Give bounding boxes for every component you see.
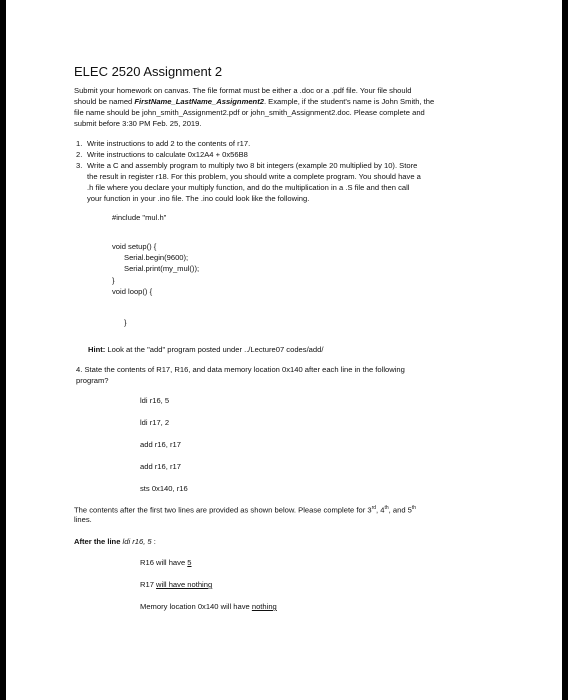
list-number-2: 2. [76,150,83,159]
memory-answer [140,601,277,612]
memory-label: Memory location 0x140 will have [140,602,252,611]
asm-line-4: add r16, r17 [140,462,181,471]
list-item-3-line-1: Write a C and assembly program to multiply two 8 bit integers (example 20 multiplied by 10). Store [87,161,418,170]
contents-text: , and 5 [388,505,412,515]
code-brace: } [112,276,115,285]
intro-line-4: submit before 3:30 PM Feb. 25, 2019. [74,119,202,128]
after-line-heading [74,536,156,547]
list-item-3-line-2: the result in register r18. For this problem, you should write a complete program. You should have a [87,172,421,181]
list-item-2: Write instructions to calculate 0x12A4 + 0x56B8 [87,150,248,159]
filename-format: FirstName_LastName_Assignment2 [134,97,264,106]
asm-line-2: ldi r17, 2 [140,418,170,427]
intro-line-2 [74,96,434,107]
document-title: ELEC 2520 Assignment 2 [74,64,223,79]
code-brace: } [124,318,127,327]
contents-note-line-2: lines. [74,515,92,524]
code-include: #include "mul.h" [112,213,167,222]
superscript: th [384,505,389,511]
question-4-line-1: 4. State the contents of R17, R16, and data memory location 0x140 after each line in the following [76,365,405,374]
after-line-instruction: ldi r16, 5 [122,537,152,546]
asm-line-5: sts 0x140, r16 [140,484,188,493]
list-number-1: 1. [76,139,83,148]
superscript: rd [371,505,377,511]
memory-value: nothing [251,602,277,611]
intro-text: should be named [74,97,135,106]
document-page [6,0,562,700]
list-number-3: 3. [76,161,83,170]
r16-label: R16 will have [140,558,188,567]
contents-text: , 4 [376,505,385,515]
hint-label: Hint: [88,345,106,354]
list-item-3-line-4: your function in your .ino file. The .ino could look like the following. [87,194,310,203]
contents-text: The contents after the first two lines are provided as shown below. Please complete for 3 [74,505,372,515]
intro-text: . Example, if the student's name is John Smith, the [263,97,435,106]
asm-line-3: add r16, r17 [140,440,181,449]
code-loop: void loop() { [112,287,153,296]
intro-line-1: Submit your homework on canvas. The file format must be either a .doc or a .pdf file. Your file should [74,86,412,95]
r17-answer [140,579,212,590]
hint [88,344,323,355]
after-line-label: After the line [74,537,123,546]
r16-answer [140,557,192,568]
code-setup: void setup() { [112,242,157,251]
list-item-1: Write instructions to add 2 to the contents of r17. [87,139,251,148]
asm-line-1: ldi r16, 5 [140,396,170,405]
r17-label: R17 [140,580,157,589]
contents-note-line-1 [74,503,416,516]
superscript: th [411,505,417,511]
question-4-line-2: program? [76,376,109,385]
code-serial-print: Serial.print(my_mul()); [124,264,200,273]
r17-value: will have nothing [156,580,213,589]
r16-value: 5 [187,558,192,567]
list-item-3-line-3: .h file where you declare your multiply function, and do the multiplication in a .S file and then call [87,183,410,192]
intro-line-3: file name should be john_smith_Assignment2.pdf or john_smith_Assignment2.doc. Please complete and [74,108,425,117]
after-line-colon: : [151,537,156,546]
code-serial-begin: Serial.begin(9600); [124,253,189,262]
hint-text: Look at the "add" program posted under ../Lecture07 codes/add/ [105,345,324,354]
